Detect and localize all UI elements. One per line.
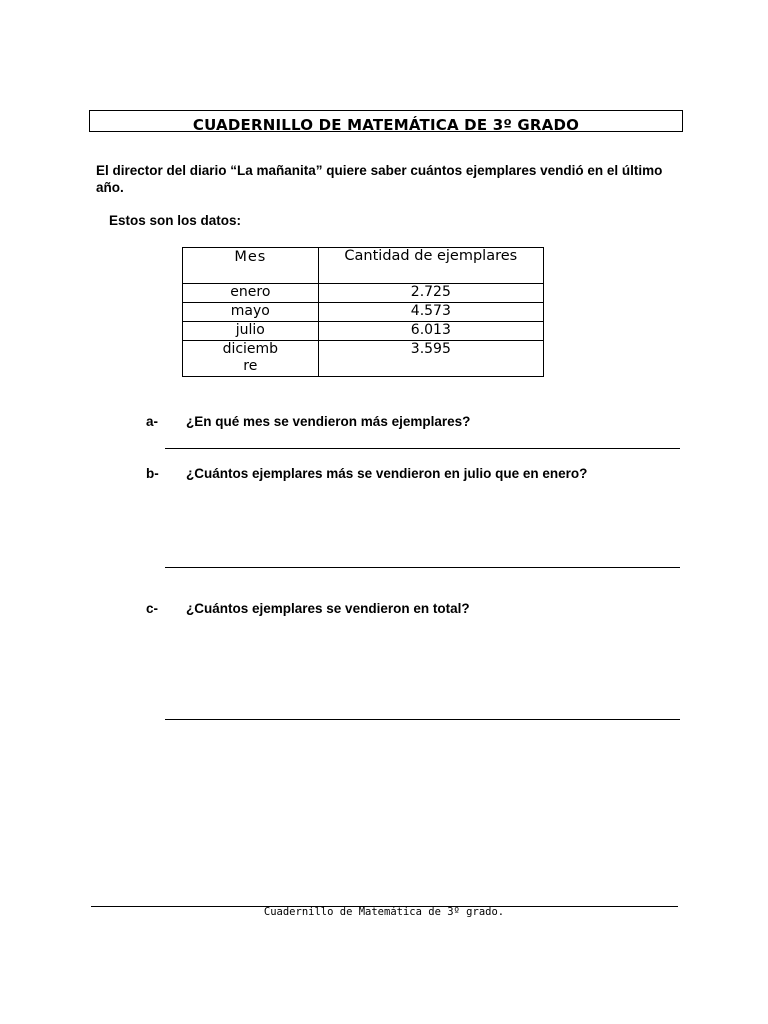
cell-cantidad: 4.573 [318,303,543,322]
data-label: Estos son los datos: [109,213,242,228]
sales-table [182,247,544,377]
question-text: ¿En qué mes se vendieron más ejemplares? [186,414,471,429]
table-row [183,303,544,322]
answer-line-a[interactable] [165,448,680,449]
answer-line-c[interactable] [165,719,680,720]
cell-mes-text: diciembre [222,341,279,374]
cell-cantidad: 6.013 [318,322,543,341]
column-header-mes: Mes [183,248,319,284]
question-letter: a- [146,414,159,429]
cell-mes: mayo [183,303,319,322]
footer-text: Cuadernillo de Matemática de 3º grado. [263,906,505,918]
table-row [183,284,544,303]
column-header-cantidad: Cantidad de ejemplares [318,248,543,284]
cell-mes: julio [183,322,319,341]
question-letter: c- [146,601,159,616]
cell-cantidad: 2.725 [318,284,543,303]
document-title: CUADERNILLO DE MATEMÁTICA DE 3º GRADO [89,110,683,132]
cell-cantidad: 3.595 [318,341,543,377]
intro-paragraph: El director del diario “La mañanita” quiere saber cuántos ejemplares vendió en el último año. [96,163,663,195]
table-row [183,341,544,377]
table-header-row [183,248,544,284]
answer-line-b[interactable] [165,567,680,568]
cell-mes: enero [183,284,319,303]
question-text: ¿Cuántos ejemplares se vendieron en total? [186,601,470,616]
question-letter: b- [146,466,159,481]
table-row [183,322,544,341]
question-text: ¿Cuántos ejemplares más se vendieron en julio que en enero? [186,466,588,481]
cell-mes [183,341,319,377]
